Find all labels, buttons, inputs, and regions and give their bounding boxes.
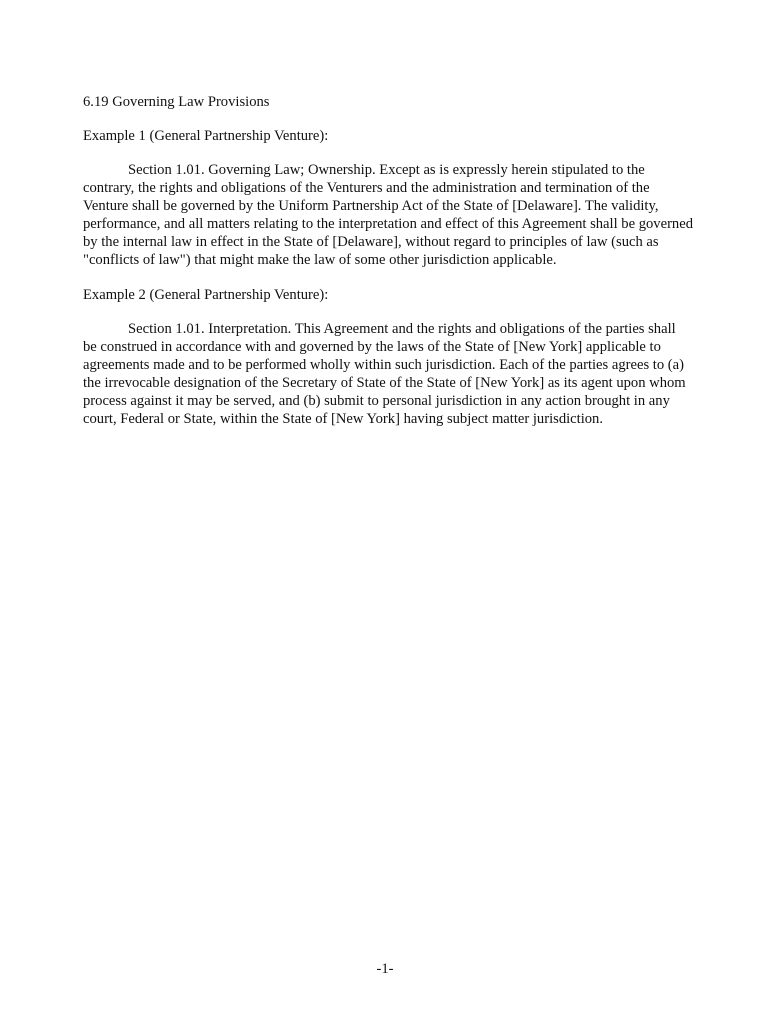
example-2-title: Example 2 (General Partnership Venture):	[83, 287, 329, 303]
page-number: -1-	[376, 961, 394, 977]
example-2-paragraph: Section 1.01. Interpretation. This Agreement and the rights and obligations of the parties shall be construed in accordance with and governed by the laws of the State of [New York] applicable to agreements made and to be performed wholly within such jurisdiction. Each of the parties agrees to (a) the irrevocable designation of the Secretary of State of the State of [New York] as its agent upon whom process against it may be served, and (b) submit to personal jurisdiction in any action brought in any court, Federal or State, within the State of [New York] having subject matter jurisdiction.	[83, 321, 686, 427]
example-1-paragraph: Section 1.01. Governing Law; Ownership. Except as is expressly herein stipulated to the contrary, the rights and obligations of the Venturers and the administration and termination of the Venture shall be governed by the Uniform Partnership Act of the State of [Delaware]. The validity, performance, and all matters relating to the interpretation and effect of this Agreement shall be governed by the internal law in effect in the State of [Delaware], without regard to principles of law (such as "conflicts of law") that might make the law of some other jurisdiction applicable.	[83, 162, 694, 268]
document-body	[83, 93, 693, 445]
example-1-title: Example 1 (General Partnership Venture):	[83, 128, 329, 144]
section-heading: 6.19 Governing Law Provisions	[83, 94, 270, 110]
